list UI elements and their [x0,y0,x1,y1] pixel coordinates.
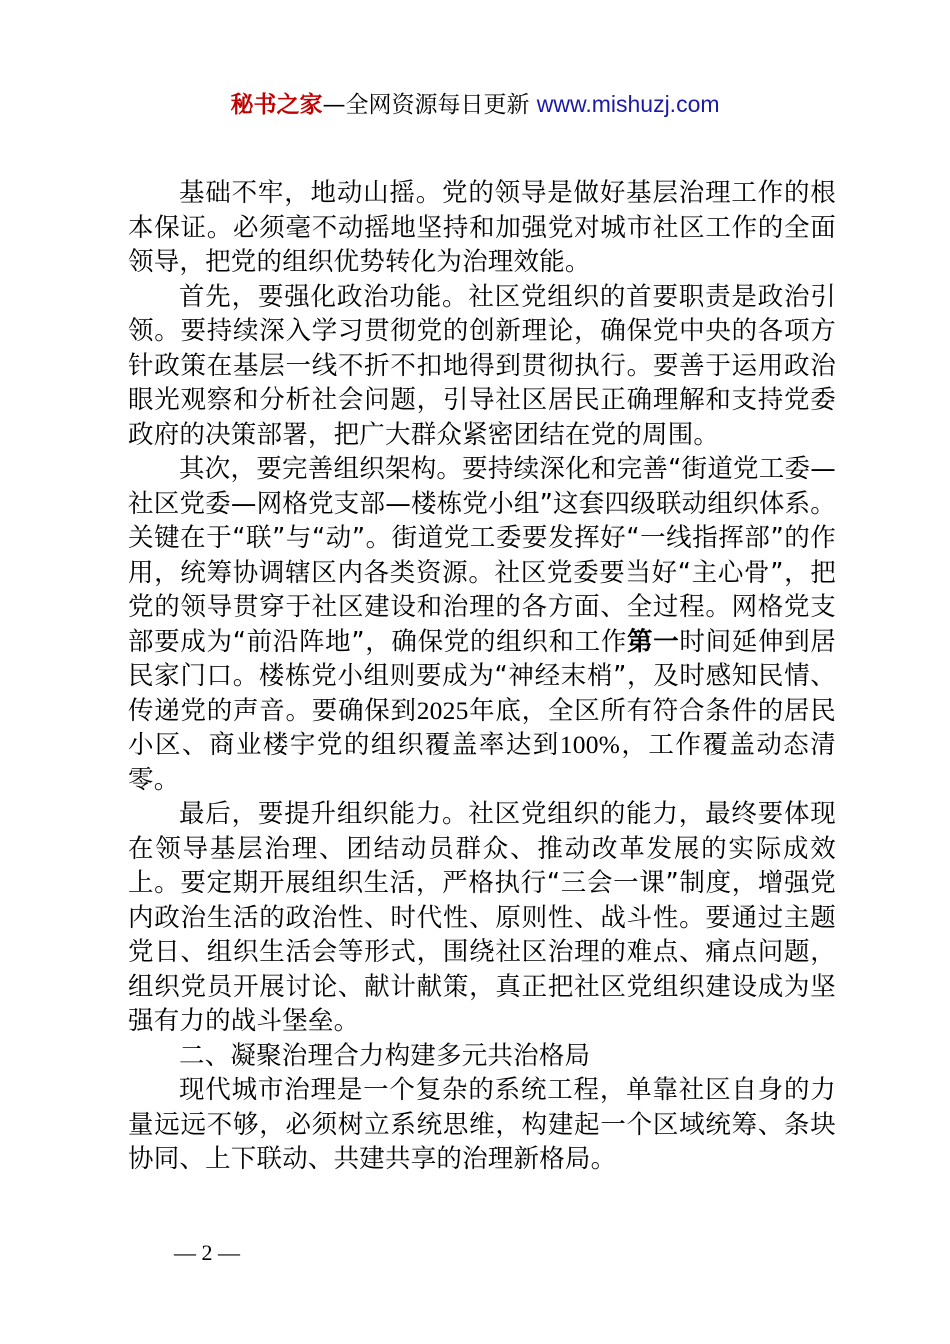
paragraph-text: 年底，全区所有符合条件的居民小区、商业楼宇党的组织覆盖率达到 [128,695,836,760]
page-header [0,88,950,121]
paragraph-organization-structure [128,452,836,797]
year-value: 2025 [416,695,469,725]
paragraph-organization-capacity: 最后，要提升组织能力。社区党组织的能力，最终要体现在领导基层治理、团结动员群众、推动改革发展的实际成效上。要定期开展组织生活，严格执行“三会一课”制度，增强党内政治生活的政治性、时代性、原则性、战斗性。要通过主题党日、组织生活会等形式，围绕社区治理的难点、痛点问题，组织党员开展讨论、献计献策，真正把社区党组织建设成为坚强有力的战斗堡垒。 [128,799,836,1036]
coverage-percent: 100% [559,730,621,759]
header-tagline: —全网资源每日更新 [322,92,530,118]
paragraph-political-function: 首先，要强化政治功能。社区党组织的首要职责是政治引领。要持续深入学习贯彻党的创新理论，确保党中央的各项方针政策在基层一线不折不扣地得到贯彻执行。要善于运用政治眼光观察和分析社会问题，引导社区居民正确理解和支持党委政府的决策部署，把广大群众紧密团结在党的周围。 [128,281,836,450]
section-heading: 二、凝聚治理合力构建多元共治格局 [179,1040,591,1071]
page-number: — 2 — [174,1240,240,1265]
paragraph-party-leadership: 基础不牢，地动山摇。党的领导是做好基层治理工作的根本保证。必须毫不动摇地坚持和加强党对城市社区工作的全面领导，把党的组织优势转化为治理效能。 [128,178,836,277]
paragraph-text: 其次，要完善组织架构。要持续深化和完善“街道党工委—社区党委—网格党支部—楼栋党小组”这套四级联动组织体系。关键在于“联”与“动”。街道党工委要发挥好“一线指挥部”的作用，统筹协调辖区内各类资源。社区党委要当好“主心骨”，把党的领导贯穿于社区建设和治理的各方面、全过程。网格党支部要成为“前沿阵地”，确保党的组织和工作 [128,454,836,657]
header-brand: 秘书之家 [230,92,323,118]
header-url-link[interactable]: www.mishuzj.com [536,91,720,117]
paragraph-text: 时间延伸到居民家门口。楼栋党小组则要成为“神经末梢”，及时感知民情、传递党的声音。要确保到 [128,626,837,726]
paragraph-urban-governance: 现代城市治理是一个复杂的系统工程，单靠社区自身的力量远远不够，必须树立系统思维，构建起一个区域统筹、条块协同、上下联动、共建共享的治理新格局。 [128,1075,836,1174]
bold-text: 第一 [627,626,680,657]
paragraph-text: ，工作覆盖动态清零。 [128,730,836,795]
document-body [128,176,836,1177]
